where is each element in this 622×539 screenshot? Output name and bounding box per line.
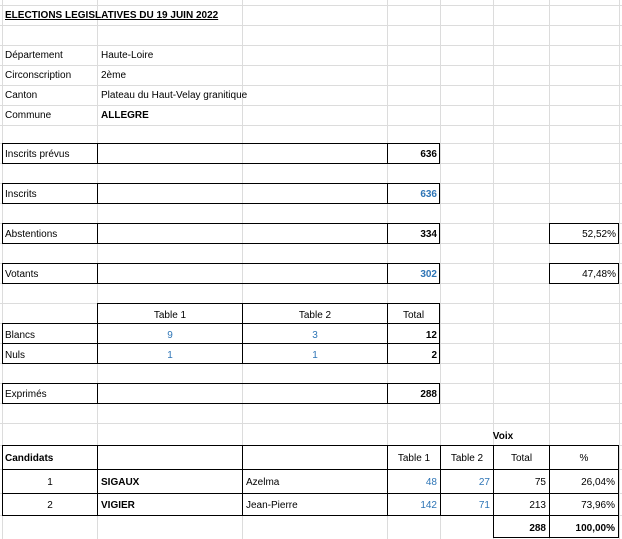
inscrits-row — [2, 183, 440, 204]
commune-value: ALLEGRE — [101, 110, 149, 121]
candidats-header-total: Total — [510, 453, 533, 464]
votants-pct: 47,48% — [582, 269, 616, 280]
votants-label: Votants — [5, 269, 39, 280]
nuls-table1: 1 — [167, 350, 173, 361]
abstentions-pct: 52,52% — [582, 229, 616, 240]
canton-value: Plateau du Haut-Velay granitique — [101, 90, 248, 101]
voix-header: Voix — [492, 431, 514, 442]
candidats-header: Candidats — [5, 453, 54, 464]
blancs-nuls-header-table2: Table 2 — [298, 310, 332, 321]
votants-row — [2, 263, 440, 284]
exprimes-label: Exprimés — [5, 389, 47, 400]
candidate-1-prenom: Azelma — [246, 477, 280, 488]
exprimes-value: 288 — [420, 389, 437, 400]
candidate-2-total: 213 — [529, 500, 546, 511]
candidats-header-table1: Table 1 — [397, 453, 431, 464]
candidate-2-num: 2 — [47, 500, 53, 511]
blancs-nuls-header-table1: Table 1 — [153, 310, 187, 321]
abstentions-value: 334 — [420, 229, 437, 240]
departement-value: Haute-Loire — [101, 50, 154, 61]
canton-label: Canton — [5, 90, 38, 101]
blancs-nuls-header-total: Total — [402, 310, 425, 321]
candidate-2-table1: 142 — [420, 500, 437, 511]
blancs-total: 12 — [425, 330, 437, 341]
departement-label: Département — [5, 50, 63, 61]
inscrits-label: Inscrits — [5, 189, 37, 200]
nuls-table2: 1 — [312, 350, 318, 361]
candidate-2-table2: 71 — [478, 500, 490, 511]
candidate-2-pct: 73,96% — [581, 500, 615, 511]
nuls-label: Nuls — [5, 350, 26, 361]
candidate-1-total: 75 — [534, 477, 546, 488]
candidats-header-pct: % — [579, 453, 589, 464]
votants-value: 302 — [420, 269, 437, 280]
commune-label: Commune — [5, 110, 52, 121]
abstentions-row — [2, 223, 440, 244]
abstentions-label: Abstentions — [5, 229, 58, 240]
page-title: ELECTIONS LEGISLATIVES DU 19 JUIN 2022 — [5, 10, 219, 21]
blancs-label: Blancs — [5, 330, 36, 341]
circonscription-label: Circonscription — [5, 70, 72, 81]
exprimes-row — [2, 383, 440, 404]
candidate-2-prenom: Jean-Pierre — [246, 500, 298, 511]
grand-total-pct: 100,00% — [575, 523, 615, 534]
circonscription-value: 2ème — [101, 70, 127, 81]
candidate-2-nom: VIGIER — [101, 500, 135, 511]
candidate-1-table1: 48 — [425, 477, 437, 488]
nuls-total: 2 — [431, 350, 437, 361]
candidate-1-pct: 26,04% — [581, 477, 615, 488]
candidate-1-nom: SIGAUX — [101, 477, 140, 488]
candidate-1-table2: 27 — [478, 477, 490, 488]
blancs-table2: 3 — [312, 330, 318, 341]
candidats-header-table2: Table 2 — [450, 453, 484, 464]
blancs-table1: 9 — [167, 330, 173, 341]
inscrits-prevus-value: 636 — [420, 149, 437, 160]
inscrits-value: 636 — [420, 189, 437, 200]
candidate-1-num: 1 — [47, 477, 53, 488]
grand-total: 288 — [529, 523, 546, 534]
inscrits-prevus-label: Inscrits prévus — [5, 149, 70, 160]
